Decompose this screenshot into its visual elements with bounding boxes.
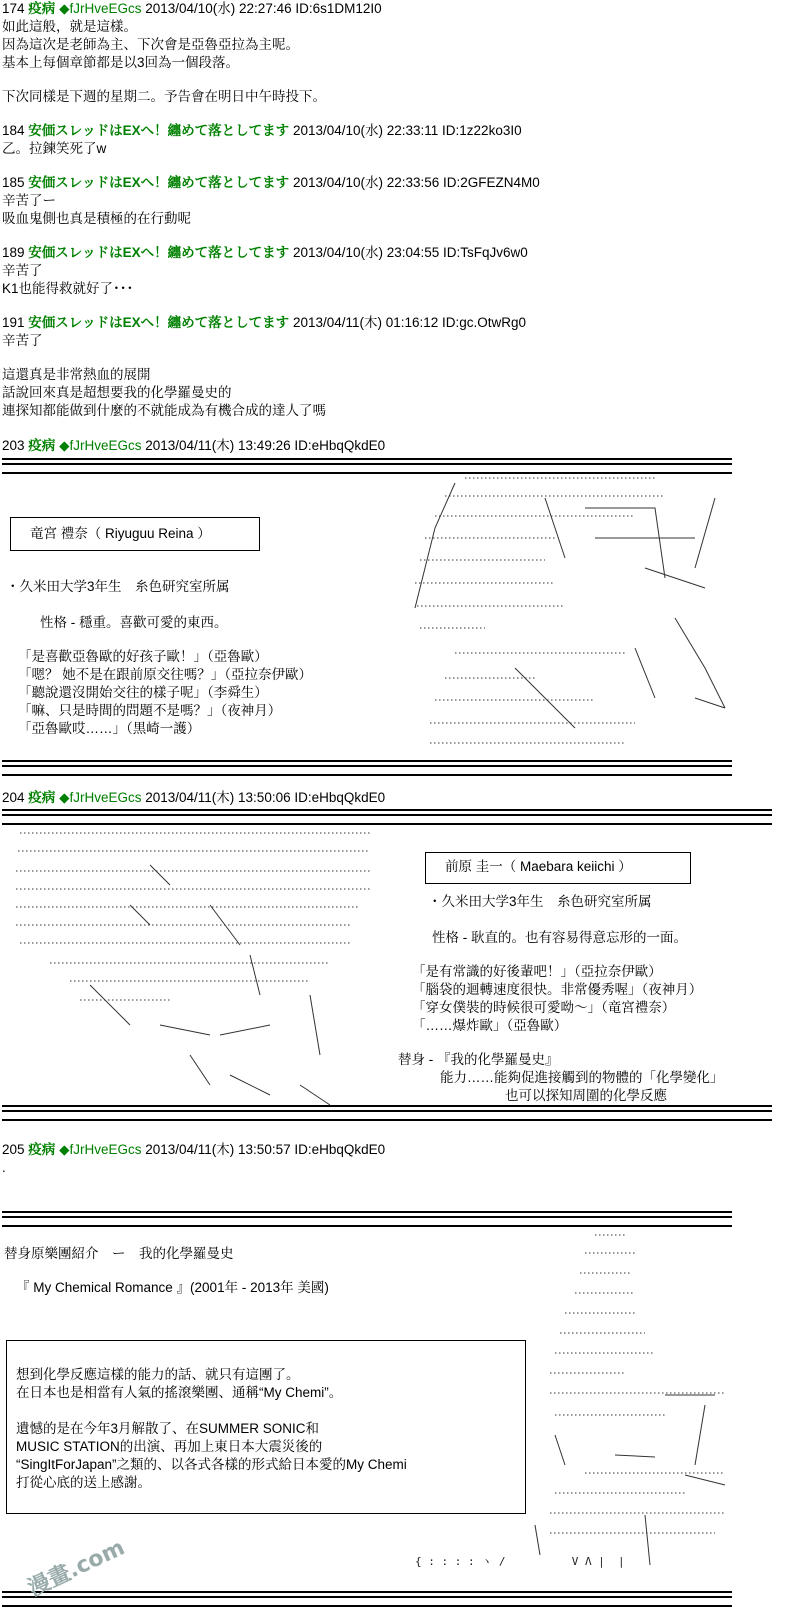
- poster-trip: ◆fJrHveEGcs: [59, 1, 142, 16]
- post-number: 174: [2, 1, 25, 16]
- poster-trip: ◆fJrHveEGcs: [59, 790, 142, 805]
- post-header: [2, 437, 385, 455]
- post-meta: 2013/04/10(水) 23:04:55 ID:TsFqJv6w0: [292, 245, 528, 260]
- character-name: 前原 圭一（ Maebara keiichi ）: [445, 859, 632, 874]
- ability: 能力……能夠促進接觸到的物體的「化學變化」: [440, 1070, 724, 1085]
- post-header: [2, 244, 528, 262]
- post-text: 這還真是非常熱血的展開: [2, 367, 151, 382]
- ascii-art-illustration: [10, 825, 400, 1110]
- post-text: 話說回來真是超想要我的化學羅曼史的: [2, 385, 232, 400]
- band-name: 『 My Chemical Romance 』(2001年 - 2013年 美國): [16, 1280, 329, 1295]
- trait: 性格 - 穩重。喜歡可愛的東西。: [40, 615, 228, 630]
- poster-name[interactable]: 安価スレッドはEXへ！纏めて落としてます: [28, 175, 290, 190]
- quote: 「亞魯歐哎……」（黒崎一護）: [18, 721, 201, 736]
- post-number: 205: [2, 1142, 25, 1157]
- post-meta: 2013/04/11(木) 13:50:06 ID:eHbqQkdE0: [145, 790, 386, 805]
- post-meta: 2013/04/11(木) 13:50:57 ID:eHbqQkdE0: [145, 1142, 386, 1157]
- quote: 「腦袋的迴轉速度很快。非常優秀喔」（夜神月）: [412, 982, 703, 997]
- post-header: [2, 789, 385, 807]
- section-title: 替身原樂團紹介 ー 我的化學羅曼史: [4, 1246, 234, 1261]
- quote: 「……爆炸歐」（亞魯歐）: [412, 1018, 568, 1033]
- post-text: 下次同樣是下週的星期二。予告會在明日中午時投下。: [2, 89, 326, 104]
- post-text: K1也能得救就好了･･･: [2, 281, 134, 296]
- affiliation: ・久米田大学3年生 糸色研究室所属: [428, 894, 652, 909]
- post-meta: 2013/04/11(木) 13:49:26 ID:eHbqQkdE0: [145, 438, 386, 453]
- divider: [2, 1591, 732, 1607]
- post-meta: 2013/04/10(水) 22:27:46 ID:6s1DM12I0: [145, 1, 382, 16]
- divider: [2, 809, 772, 825]
- ascii-art-illustration: [395, 468, 735, 758]
- poster-name[interactable]: 疫病: [28, 790, 56, 805]
- quote: 「嘛、只是時間的問題不是嗎？」（夜神月）: [18, 703, 282, 718]
- post-text: 因為這次是老師為主、下次會是亞魯亞拉為主呢。: [2, 37, 299, 52]
- post-number: 204: [2, 790, 25, 805]
- post-text: 如此這般，就是這樣。: [2, 19, 137, 34]
- post-text: 連探知都能做到什麼的不就能成為有機合成的達人了嗎: [2, 403, 326, 418]
- trait: 性格 - 耿直的。也有容易得意忘形的一面。: [432, 930, 687, 945]
- divider: [2, 760, 732, 776]
- post-number: 189: [2, 245, 25, 260]
- character-name: 竜宮 禮奈（ Riyuguu Reina ）: [30, 526, 211, 541]
- post-text: 辛苦了: [2, 263, 43, 278]
- post-text: 辛苦了: [2, 333, 43, 348]
- poster-name[interactable]: 疫病: [28, 438, 56, 453]
- post-text: 吸血鬼側也真是積極的在行動呢: [2, 211, 191, 226]
- poster-name[interactable]: 疫病: [28, 1142, 56, 1157]
- post-text: 辛苦了ー: [2, 193, 56, 208]
- poster-trip: ◆fJrHveEGcs: [59, 1142, 142, 1157]
- box-text: 想到化學反應這樣的能力的話、就只有這團了。: [16, 1367, 300, 1382]
- divider: [2, 1105, 772, 1121]
- stand-name: 替身 - 『我的化學羅曼史』: [398, 1052, 559, 1067]
- post-meta: 2013/04/11(木) 01:16:12 ID:gc.OtwRg0: [292, 315, 527, 330]
- affiliation: ・久米田大学3年生 糸色研究室所属: [6, 579, 230, 594]
- post-header: [2, 314, 526, 332]
- poster-name[interactable]: 疫病: [28, 1, 56, 16]
- post-number: 191: [2, 315, 25, 330]
- box-text: MUSIC STATION的出演、再加上東日本大震災後的: [16, 1439, 323, 1454]
- ascii-art-fragment: { : : : : ヽ / V Λ | |: [415, 1555, 625, 1568]
- watermark: 漫畫.com: [24, 1535, 129, 1602]
- ascii-art-illustration: [525, 1225, 740, 1585]
- post-header: [2, 174, 540, 192]
- poster-name[interactable]: 安価スレッドはEXへ！纏めて落としてます: [28, 245, 290, 260]
- box-text: 在日本也是相當有人氣的搖滾樂團、通稱“My Chemi”。: [16, 1385, 343, 1400]
- post-number: 203: [2, 438, 25, 453]
- post-number: 185: [2, 175, 25, 190]
- poster-name[interactable]: 安価スレッドはEXへ！纏めて落としてます: [28, 123, 290, 138]
- ability: 也可以探知周圍的化學反應: [505, 1088, 667, 1103]
- post-text: .: [2, 1160, 6, 1175]
- quote: 「是喜歡亞魯歐的好孩子歐！」（亞魯歐）: [18, 649, 268, 664]
- post-header: [2, 1141, 385, 1159]
- post-text: 乙。拉鍊笑死了w: [2, 141, 107, 156]
- box-text: “SingItForJapan”之類的、以各式各樣的形式給日本愛的My Chemi: [16, 1457, 407, 1472]
- poster-trip: ◆fJrHveEGcs: [59, 438, 142, 453]
- quote: 「是有常識的好後輩吧！」（亞拉奈伊歐）: [412, 964, 662, 979]
- box-text: 遺憾的是在今年3月解散了、在SUMMER SONIC和: [16, 1421, 320, 1436]
- post-meta: 2013/04/10(水) 22:33:11 ID:1z22ko3I0: [292, 123, 522, 138]
- quote: 「聽說還沒開始交往的樣子呢」（李舜生）: [18, 685, 268, 700]
- post-header: [2, 122, 522, 140]
- post-header: [2, 0, 382, 18]
- box-text: 打從心底的送上感謝。: [16, 1475, 151, 1490]
- poster-name[interactable]: 安価スレッドはEXへ！纏めて落としてます: [28, 315, 290, 330]
- quote: 「嗯？ 她不是在跟前原交往嗎？」（亞拉奈伊歐）: [18, 667, 313, 682]
- quote: 「穿女僕裝的時候很可愛呦～」（竜宮禮奈）: [412, 1000, 676, 1015]
- post-number: 184: [2, 123, 25, 138]
- post-meta: 2013/04/10(水) 22:33:56 ID:2GFEZN4M0: [292, 175, 540, 190]
- post-text: 基本上每個章節都是以3回為一個段落。: [2, 55, 240, 70]
